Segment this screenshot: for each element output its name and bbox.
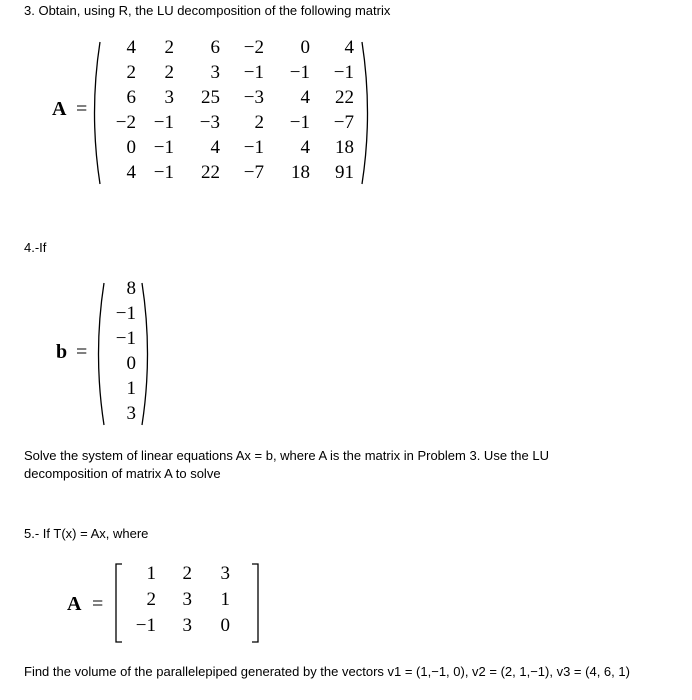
matrix-a-cell: 3: [164, 87, 174, 108]
vector-b-equals: =: [76, 341, 88, 363]
matrix-a-cell: 3: [210, 62, 220, 83]
matrix-a-cell: −1: [289, 62, 310, 83]
matrix-a-cell: 4: [126, 37, 136, 58]
matrix-a2-cell: 3: [220, 563, 230, 584]
matrix-a2-cell: 2: [146, 589, 156, 610]
matrix-a-cell: 4: [344, 37, 354, 58]
matrix-a2-cell: 0: [220, 615, 230, 636]
matrix-a-cell: −1: [333, 62, 354, 83]
matrix-a-cell: 4: [300, 87, 310, 108]
matrix-a-cell: 0: [126, 137, 136, 158]
vector-b-cell: −1: [115, 303, 136, 324]
matrix-a-left-paren: [88, 40, 102, 186]
matrix-a-cell: 2: [254, 112, 264, 133]
matrix-a-cell: 18: [335, 137, 354, 158]
matrix-a-cell: −1: [243, 62, 264, 83]
matrix-a-cell: 4: [126, 162, 136, 183]
matrix-a-cell: −1: [153, 162, 174, 183]
matrix-a-cell: −7: [243, 162, 264, 183]
matrix-a-cell: 6: [210, 37, 220, 58]
problem4-instruction: Solve the system of linear equations Ax = b, where A is the matrix in Problem 3. Use the LU decomposition of matrix A to solve: [24, 448, 549, 481]
matrix-a-cell: −1: [289, 112, 310, 133]
matrix-a-cell: −7: [333, 112, 354, 133]
matrix-a-cell: −1: [243, 137, 264, 158]
problem4-heading: 4.-If: [24, 240, 47, 255]
matrix-a-cell: 2: [164, 37, 174, 58]
vector-b-right-paren: [140, 281, 154, 427]
matrix-a-cell: 4: [300, 137, 310, 158]
vector-b-cell: 1: [126, 378, 136, 399]
matrix-a-cell: 2: [164, 62, 174, 83]
matrix-a2: [124, 563, 230, 641]
problem5-heading: 5.- If T(x) = Ax, where: [24, 526, 149, 541]
vector-b-cell: −1: [115, 328, 136, 349]
matrix-a-cell: −1: [153, 112, 174, 133]
matrix-a-cell: 2: [126, 62, 136, 83]
matrix-a-equals: =: [76, 98, 88, 120]
matrix-a-cell: 22: [201, 162, 220, 183]
matrix-a2-cell: −1: [135, 615, 156, 636]
matrix-a2-equals: =: [92, 593, 104, 615]
matrix-a2-right-bracket: [250, 563, 260, 643]
matrix-a: [104, 37, 354, 187]
vector-b-cell: 8: [126, 278, 136, 299]
matrix-a-cell: 25: [201, 87, 220, 108]
matrix-a-cell: 6: [126, 87, 136, 108]
matrix-a2-cell: 3: [182, 589, 192, 610]
problem3-heading: 3. Obtain, using R, the LU decomposition of the following matrix: [24, 3, 391, 18]
matrix-a-cell: −2: [115, 112, 136, 133]
matrix-a-right-paren: [360, 40, 374, 186]
matrix-a-cell: −1: [153, 137, 174, 158]
matrix-a2-cell: 1: [146, 563, 156, 584]
matrix-a-cell: 91: [335, 162, 354, 183]
matrix-a-cell: −3: [243, 87, 264, 108]
vector-b-cell: 0: [126, 353, 136, 374]
matrix-a-cell: 4: [210, 137, 220, 158]
problem5-question: Find the volume of the parallelepiped generated by the vectors v1 = (1,−1, 0), v2 = (2, 1,−1), v3 = (4, 6, 1): [24, 664, 630, 679]
matrix-a-cell: −3: [199, 112, 220, 133]
matrix-a-cell: 0: [300, 37, 310, 58]
vector-b: [108, 278, 136, 428]
matrix-a2-cell: 2: [182, 563, 192, 584]
matrix-a2-cell: 1: [220, 589, 230, 610]
matrix-a2-left-bracket: [114, 563, 124, 643]
vector-b-label: b: [56, 341, 68, 363]
matrix-a2-label: A: [67, 593, 82, 615]
vector-b-left-paren: [92, 281, 106, 427]
matrix-a-cell: −2: [243, 37, 264, 58]
matrix-a2-cell: 3: [182, 615, 192, 636]
vector-b-cell: 3: [126, 403, 136, 424]
matrix-a-label: A: [52, 98, 67, 120]
matrix-a-cell: 22: [335, 87, 354, 108]
matrix-a-cell: 18: [291, 162, 310, 183]
